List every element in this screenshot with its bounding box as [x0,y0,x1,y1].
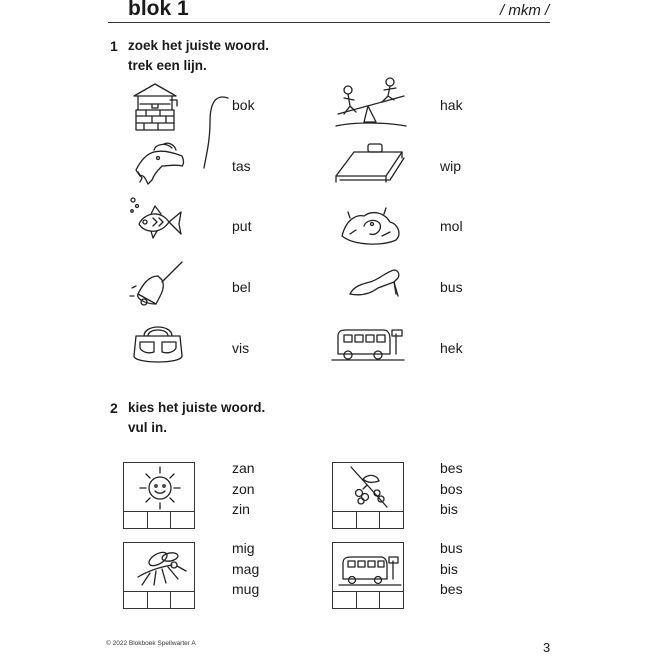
exercise-2-instruction [128,398,265,438]
fish-icon [127,194,185,246]
option[interactable]: bis [440,501,458,517]
block-code: / mkm / [500,2,550,19]
exercise-1-number: 1 [110,38,118,54]
page-title: blok 1 [128,0,189,20]
sun-icon [123,462,195,512]
item-mosquito [123,542,195,609]
answer-boxes[interactable] [123,512,195,529]
exercise-1-line-1: zoek het juiste woord. [128,38,270,53]
page-number: 3 [543,640,551,655]
item-berries [332,462,404,529]
word-right-3[interactable]: mol [440,218,463,234]
exercise-2-line-1: kies het juiste woord. [128,400,266,415]
bag-icon [130,318,186,368]
exercise-1-instruction [128,36,269,76]
option[interactable]: mug [232,581,260,597]
options-berries [440,458,463,520]
seesaw-icon [334,76,408,130]
word-left-5[interactable]: vis [232,340,250,356]
word-right-2[interactable]: wip [440,158,462,174]
exercise-2-number: 2 [110,400,118,416]
option[interactable]: zon [232,480,255,497]
word-left-3[interactable]: put [232,218,252,234]
bus-icon [332,542,404,592]
answer-boxes[interactable] [332,512,404,529]
fence-icon [332,140,406,184]
options-sun [232,458,255,520]
matching-line [196,92,236,172]
answer-boxes[interactable] [332,592,404,609]
option[interactable]: mig [232,540,255,556]
word-right-4[interactable]: bus [440,279,463,295]
word-left-1[interactable]: bok [232,97,255,113]
option[interactable]: mag [232,560,260,577]
goat-icon [132,140,188,188]
word-left-2[interactable]: tas [232,158,251,174]
copyright: © 2022 Blokboek Spellwarter A [106,640,196,647]
options-mosquito [232,538,259,600]
bus-icon [330,324,406,364]
bell-icon [128,258,186,310]
option[interactable]: bes [440,581,463,597]
header-divider [108,22,550,23]
mole-icon [336,200,406,250]
heel-shoe-icon [346,262,404,302]
option[interactable]: bus [440,540,463,556]
answer-boxes[interactable] [123,592,195,609]
option[interactable]: bis [440,560,458,577]
option[interactable]: bes [440,460,463,476]
word-left-4[interactable]: bel [232,279,251,295]
mosquito-icon [123,542,195,592]
item-sun [123,462,195,529]
well-icon [130,80,180,132]
word-right-1[interactable]: hak [440,97,463,113]
exercise-2-line-2: vul in. [128,420,168,435]
word-right-5[interactable]: hek [440,340,463,356]
exercise-1-line-2: trek een lijn. [128,58,207,73]
option[interactable]: bos [440,480,463,497]
option[interactable]: zan [232,460,255,476]
option[interactable]: zin [232,501,250,517]
item-bus [332,542,404,609]
options-bus [440,538,463,600]
berries-icon [332,462,404,512]
